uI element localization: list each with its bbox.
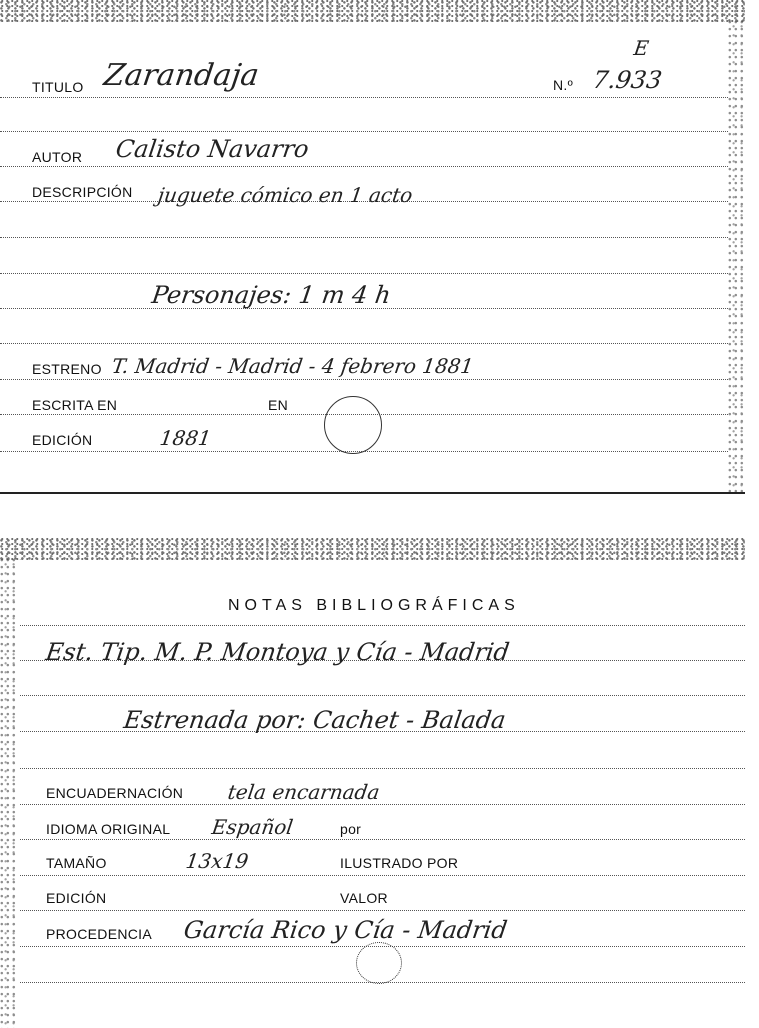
autor-label: AUTOR <box>32 149 83 165</box>
edicion2-label: EDICIÓN <box>46 890 107 906</box>
personajes-note: Personajes: 1 m 4 h <box>150 281 393 309</box>
notas-heading: NOTAS BIBLIOGRÁFICAS <box>228 597 520 614</box>
ruled-line <box>20 839 745 840</box>
ruled-line <box>0 273 728 274</box>
ruled-line <box>0 131 728 132</box>
numero-mark: E <box>632 36 651 60</box>
estreno-value: T. Madrid - Madrid - 4 febrero 1881 <box>110 354 476 378</box>
tamano-value: 13x19 <box>184 849 250 873</box>
escrita-en-label: ESCRITA EN <box>32 397 118 413</box>
ruled-line <box>20 804 745 805</box>
tamano-label: TAMAÑO <box>46 855 107 871</box>
ruled-line <box>20 910 745 911</box>
idioma-value: Español <box>210 815 295 839</box>
edicion-label: EDICIÓN <box>32 432 93 448</box>
card-edge-texture <box>0 538 745 560</box>
encuadernacion-label: ENCUADERNACIÓN <box>46 785 184 801</box>
card-side-texture <box>0 558 16 1028</box>
valor-label: VALOR <box>340 890 388 906</box>
descripcion-label: DESCRIPCIÓN <box>32 184 133 200</box>
procedencia-value: García Rico y Cía - Madrid <box>182 916 509 944</box>
numero-label: N.º <box>553 77 574 93</box>
punch-hole <box>324 396 382 454</box>
catalog-card-back <box>0 538 745 1028</box>
ruled-line <box>20 875 745 876</box>
card-side-texture <box>728 20 744 492</box>
ink-stamp <box>356 942 402 984</box>
ruled-line <box>20 625 745 626</box>
encuadernacion-value: tela encarnada <box>226 780 382 804</box>
card-edge-texture <box>0 0 745 22</box>
ruled-line <box>0 166 728 167</box>
ruled-line <box>20 768 745 769</box>
nota-line-1: Est. Tip. M. P. Montoya y Cía - Madrid <box>44 638 512 666</box>
nota-line-2: Estrenada por: Cachet - Balada <box>122 706 508 734</box>
ruled-line <box>0 237 728 238</box>
en-label: EN <box>268 397 289 413</box>
estreno-label: ESTRENO <box>32 361 102 377</box>
titulo-value: Zarandaja <box>101 58 262 93</box>
ruled-line <box>0 343 728 344</box>
por-label: por <box>340 821 362 837</box>
ruled-line <box>20 695 745 696</box>
ruled-line <box>0 97 728 98</box>
procedencia-label: PROCEDENCIA <box>46 926 152 942</box>
autor-value: Calisto Navarro <box>114 135 311 163</box>
idioma-label: IDIOMA ORIGINAL <box>46 821 171 837</box>
numero-value: 7.933 <box>591 66 664 94</box>
catalog-card-front <box>0 0 745 494</box>
edicion-value: 1881 <box>158 426 213 450</box>
ilustrado-label: ILUSTRADO POR <box>340 855 459 871</box>
titulo-label: TITULO <box>32 79 84 95</box>
descripcion-value: juguete cómico en 1 acto <box>156 183 415 207</box>
